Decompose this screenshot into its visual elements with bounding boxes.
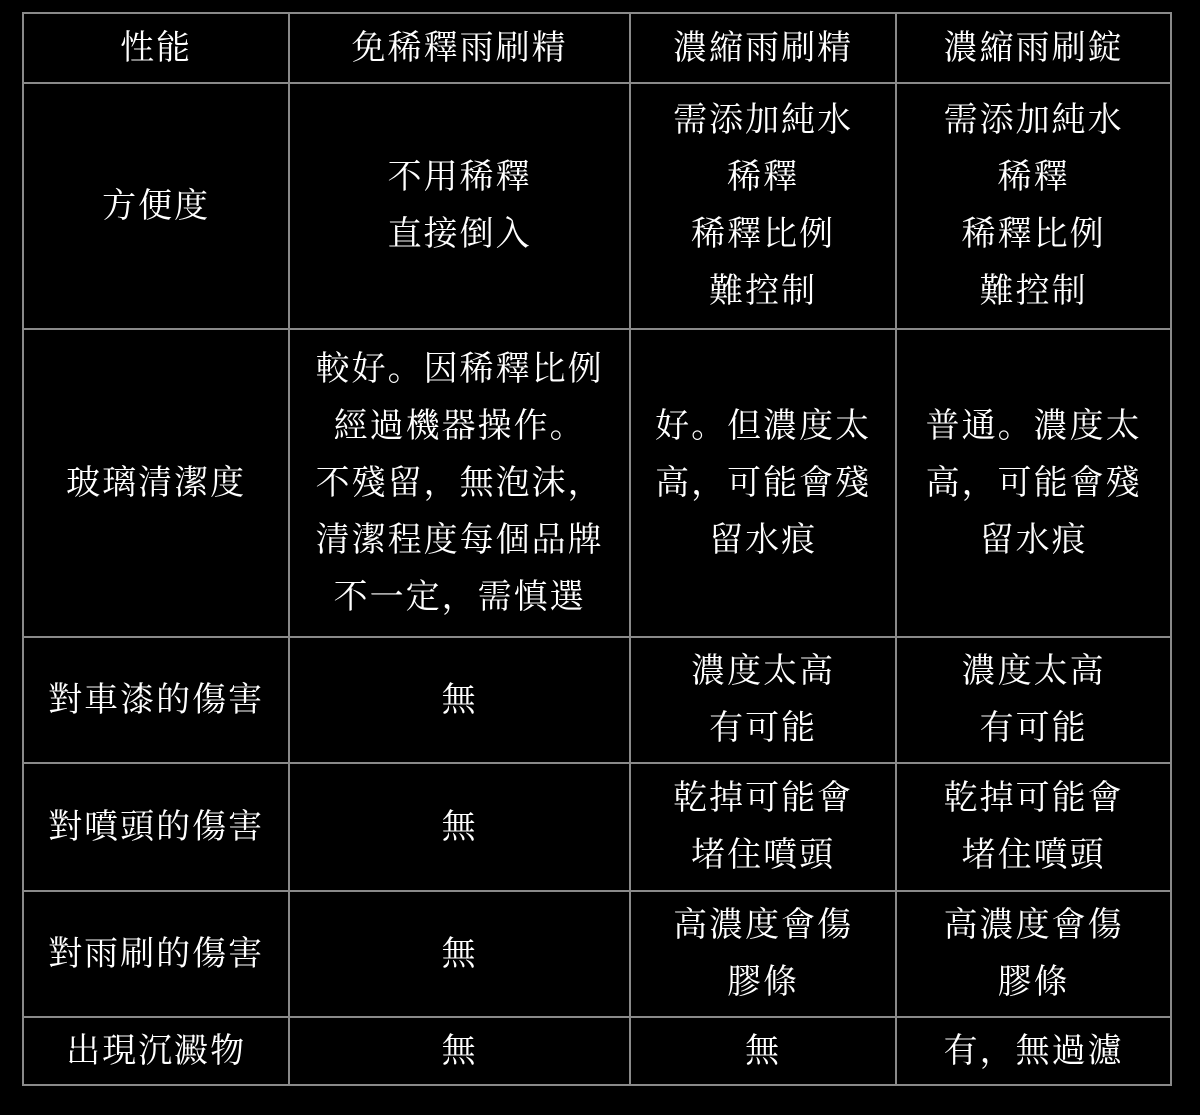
cell-line: 濃度太高 [961, 651, 1106, 691]
cell-wiper-concentrated-fluid [631, 892, 897, 1018]
table-row-convenience [24, 84, 1172, 330]
header-performance: 性能 [24, 14, 290, 84]
cell-paint-concentrated-fluid [631, 638, 897, 764]
cell-line: 難控制 [709, 271, 818, 311]
cell-nozzle-concentrated-tablet [897, 764, 1172, 892]
cell-line: 高，可能會殘 [925, 462, 1142, 503]
cell-convenience-concentrated-tablet [897, 84, 1172, 330]
cell-wiper-no-dilution [290, 892, 631, 1018]
cell-sediment-concentrated-tablet [897, 1018, 1172, 1086]
cell-line: 普通。濃度太 [925, 405, 1142, 446]
row-label-nozzle-damage: 對噴頭的傷害 [24, 764, 290, 892]
cell-line: 無 [441, 1030, 478, 1071]
comparison-table-container [22, 12, 1172, 1086]
cell-line: 高，可能會殘 [655, 462, 872, 503]
cell-nozzle-no-dilution [290, 764, 631, 892]
cell-line: 留水痕 [979, 519, 1088, 560]
cell-line: 無 [441, 806, 478, 847]
cell-cleanliness-concentrated-tablet [897, 330, 1172, 638]
cell-line: 膠條 [997, 962, 1070, 1002]
row-label-sediment: 出現沉澱物 [24, 1018, 290, 1086]
cell-line: 堵住噴頭 [961, 835, 1106, 875]
cell-paint-concentrated-tablet [897, 638, 1172, 764]
cell-line: 難控制 [979, 271, 1088, 311]
table-row-sediment [24, 1018, 1172, 1086]
cell-line: 無 [745, 1030, 782, 1071]
header-concentrated-tablet: 濃縮雨刷錠 [897, 14, 1172, 84]
cell-sediment-no-dilution [290, 1018, 631, 1086]
cell-line: 堵住噴頭 [691, 835, 836, 875]
cell-convenience-concentrated-fluid [631, 84, 897, 330]
cell-cleanliness-no-dilution [290, 330, 631, 638]
cell-paint-no-dilution [290, 638, 631, 764]
cell-convenience-no-dilution [290, 84, 631, 330]
row-label-paint-damage: 對車漆的傷害 [24, 638, 290, 764]
cell-line: 需添加純水 [943, 100, 1124, 140]
cell-line: 稀釋 [727, 157, 800, 197]
table-row-wiper-damage [24, 892, 1172, 1018]
header-concentrated-fluid: 濃縮雨刷精 [631, 14, 897, 84]
cell-line: 無 [441, 933, 478, 974]
comparison-table [22, 12, 1172, 1086]
cell-line: 稀釋比例 [961, 214, 1106, 254]
cell-line: 直接倒入 [387, 214, 532, 254]
table-row-nozzle-damage [24, 764, 1172, 892]
cell-line: 清潔程度每個品牌 [315, 519, 604, 560]
row-label-wiper-damage: 對雨刷的傷害 [24, 892, 290, 1018]
row-label-convenience: 方便度 [24, 84, 290, 330]
table-row-glass-cleanliness [24, 330, 1172, 638]
cell-line: 有，無過濾 [943, 1030, 1124, 1071]
cell-line: 好。但濃度太 [655, 405, 872, 446]
row-label-glass-cleanliness: 玻璃清潔度 [24, 330, 290, 638]
cell-line: 高濃度會傷 [673, 905, 854, 945]
cell-cleanliness-concentrated-fluid [631, 330, 897, 638]
cell-wiper-concentrated-tablet [897, 892, 1172, 1018]
cell-sediment-concentrated-fluid [631, 1018, 897, 1086]
cell-line: 較好。因稀釋比例 [315, 348, 604, 389]
cell-line: 經過機器操作。 [333, 405, 586, 446]
header-no-dilution-fluid: 免稀釋雨刷精 [290, 14, 631, 84]
cell-line: 稀釋 [997, 157, 1070, 197]
cell-line: 留水痕 [709, 519, 818, 560]
cell-line: 稀釋比例 [691, 214, 836, 254]
cell-line: 有可能 [979, 708, 1088, 748]
cell-line: 膠條 [727, 962, 800, 1002]
cell-line: 不一定，需慎選 [333, 576, 586, 617]
cell-line: 有可能 [709, 708, 818, 748]
cell-line: 不殘留，無泡沫， [315, 462, 604, 503]
header-row [24, 14, 1172, 84]
cell-nozzle-concentrated-fluid [631, 764, 897, 892]
cell-line: 需添加純水 [673, 100, 854, 140]
cell-line: 乾掉可能會 [943, 778, 1124, 818]
table-row-paint-damage [24, 638, 1172, 764]
cell-line: 乾掉可能會 [673, 778, 854, 818]
cell-line: 不用稀釋 [387, 157, 532, 197]
cell-line: 無 [441, 679, 478, 720]
cell-line: 濃度太高 [691, 651, 836, 691]
cell-line: 高濃度會傷 [943, 905, 1124, 945]
